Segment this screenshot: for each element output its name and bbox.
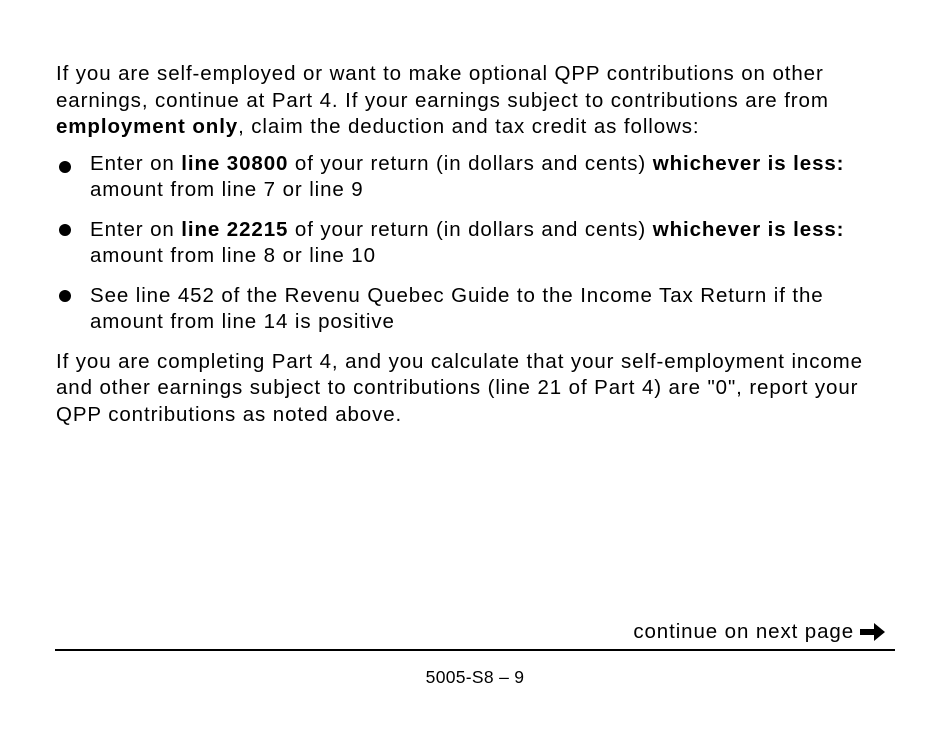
closing-paragraph: If you are completing Part 4, and you calculate that your self-employment income and other earnings subject to contributions (line 21 of Part 4) are "0", report your QPP contributions as noted above.: [56, 349, 863, 426]
list-item: [56, 217, 896, 270]
right-arrow-icon: [858, 620, 888, 644]
footer-divider: [55, 649, 895, 651]
instruction-list: [56, 151, 896, 336]
intro-text-2: , claim the deduction and tax credit as follows:: [238, 115, 700, 138]
bullet-bold-line: line 30800: [181, 151, 289, 175]
bullet-text-3: amount from line 8 or line 10: [90, 244, 376, 267]
bullet-icon: [59, 161, 71, 173]
page-footer: 5005-S8 – 9: [425, 667, 525, 687]
bullet-text-2: of your return (in dollars and cents): [288, 217, 653, 241]
intro-bold: employment only: [56, 115, 239, 138]
bullet-text-1: See line 452 of the Revenu Quebec Guide to the Income Tax Return if the amount from line 14 is positive: [90, 283, 824, 333]
intro-text-1: If you are self-employed or want to make optional QPP contributions on other earnings, continue at Part 4. If your earnings subject to contributions are from: [56, 62, 829, 112]
bullet-icon: [59, 290, 71, 302]
list-item: [56, 283, 896, 336]
bullet-text-2: of your return (in dollars and cents): [288, 151, 653, 175]
continue-on-next-page: [633, 620, 888, 644]
bullet-text-3: amount from line 7 or line 9: [90, 178, 364, 201]
bullet-bold-whichever: whichever is less:: [652, 151, 845, 175]
intro-paragraph: [56, 61, 896, 141]
bullet-bold-whichever: whichever is less:: [652, 217, 845, 241]
bullet-bold-line: line 22215: [181, 217, 289, 241]
continue-label: continue on next page: [633, 620, 854, 643]
page-content: [56, 61, 896, 428]
bullet-text-1: Enter on: [90, 151, 182, 175]
list-item: [56, 151, 896, 204]
bullet-icon: [59, 224, 71, 236]
bullet-text-1: Enter on: [90, 217, 182, 241]
